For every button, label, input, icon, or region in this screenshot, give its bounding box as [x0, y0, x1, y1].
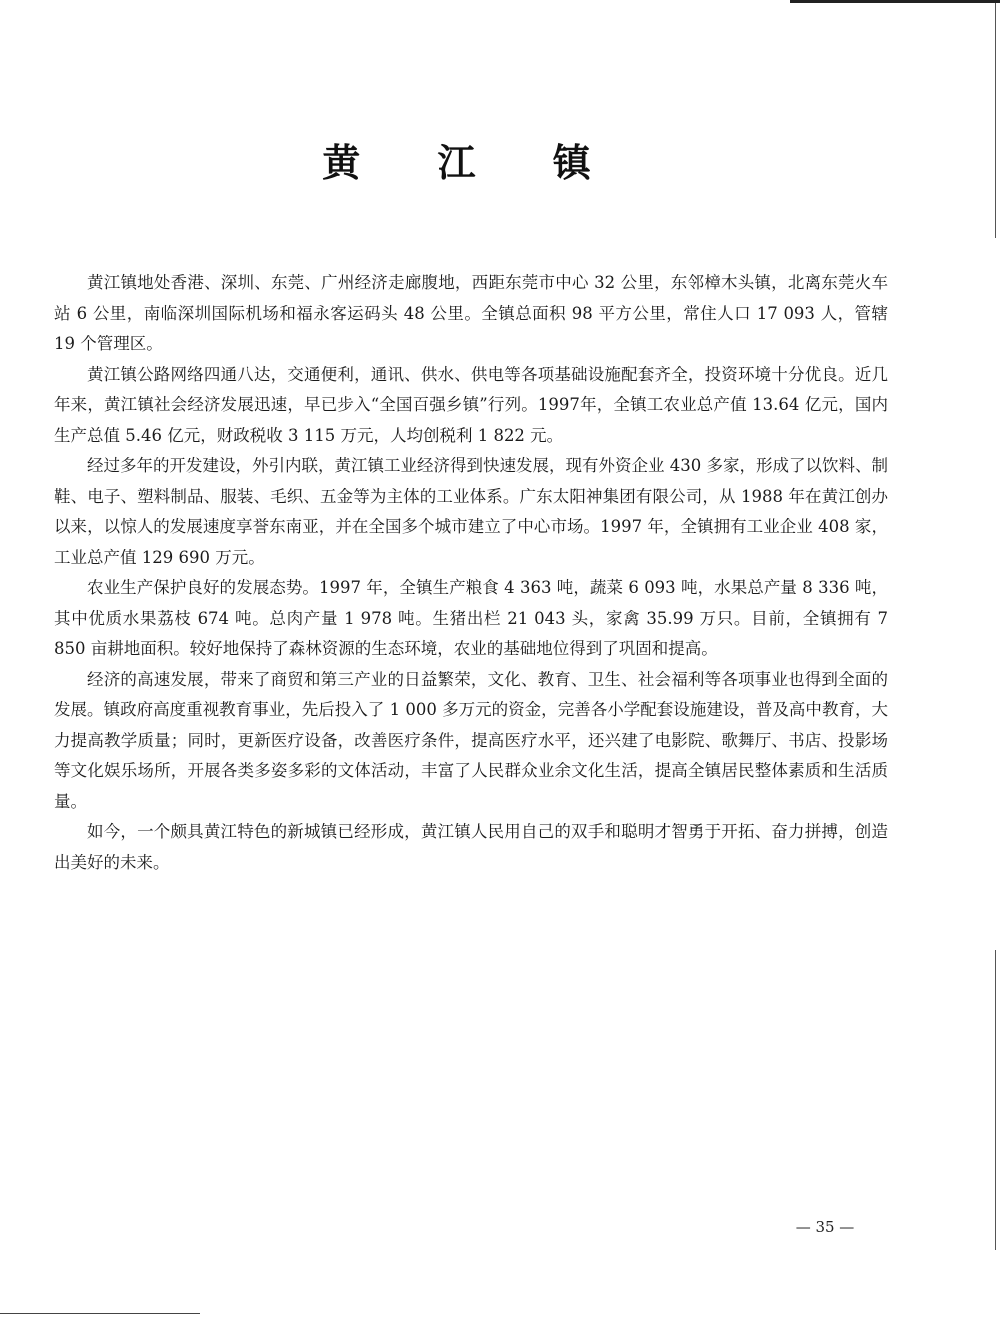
paragraph-infrastructure: 黄江镇公路网络四通八达，交通便利，通讯、供水、供电等各项基础设施配套齐全，投资环境十分优良。近几年来，黄江镇社会经济发展迅速，早已步入“全国百强乡镇”行列。1997年，全镇工农业总产值 13.64 亿元，国内生产总值 5.46 亿元，财政税收 3 115 万元，人均创税利 1 822 元。 [54, 364, 888, 445]
article-body [54, 268, 888, 878]
right-border-rule-upper [995, 3, 996, 238]
page-title: 黄 江 镇 [322, 140, 623, 185]
right-border-rule-lower [995, 950, 996, 1250]
page-number: — 35 — [795, 1218, 855, 1236]
paragraph-social-development: 经济的高速发展，带来了商贸和第三产业的日益繁荣，文化、教育、卫生、社会福利等各项事业也得到全面的发展。镇政府高度重视教育事业，先后投入了 1 000 多万元的资金，完善各小学配套设施建设，普及高中教育，大力提高教学质量；同时，更新医疗设备，改善医疗条件，提高医疗水平，还兴建了电影院、歌舞厅、书店、投影场等文化娱乐场所，开展各类多姿多彩的文体活动，丰富了人民群众业余文化生活，提高全镇居民整体素质和生活质量。 [54, 669, 888, 811]
top-border-rule [790, 0, 1000, 3]
paragraph-agriculture: 农业生产保护良好的发展态势。1997 年，全镇生产粮食 4 363 吨，蔬菜 6 093 吨，水果总产量 8 336 吨，其中优质水果荔枝 674 吨。总肉产量 1 978 吨。生猪出栏 21 043 头，家禽 35.99 万只。目前，全镇拥有 7 850 亩耕地面积。较好地保持了森林资源的生态环境，农业的基础地位得到了巩固和提高。 [54, 578, 888, 658]
bottom-border-rule [0, 1313, 200, 1314]
paragraph-conclusion: 如今，一个颇具黄江特色的新城镇已经形成，黄江镇人民用自己的双手和聪明才智勇于开拓、奋力拼搏，创造出美好的未来。 [54, 822, 888, 872]
paragraph-location: 黄江镇地处香港、深圳、东莞、广州经济走廊腹地，西距东莞市中心 32 公里，东邻樟木头镇，北离东莞火车站 6 公里，南临深圳国际机场和福永客运码头 48 公里。全镇总面积 98 平方公里，常住人口 17 093 人，管辖 19 个管理区。 [54, 273, 888, 353]
paragraph-industry: 经过多年的开发建设，外引内联，黄江镇工业经济得到快速发展，现有外资企业 430 多家，形成了以饮料、制鞋、电子、塑料制品、服装、毛织、五金等为主体的工业体系。广东太阳神集团有限公司，从 1988 年在黄江创办以来，以惊人的发展速度享誉东南亚，并在全国多个城市建立了中心市场。1997 年，全镇拥有工业企业 408 家，工业总产值 129 690 万元。 [54, 456, 888, 567]
